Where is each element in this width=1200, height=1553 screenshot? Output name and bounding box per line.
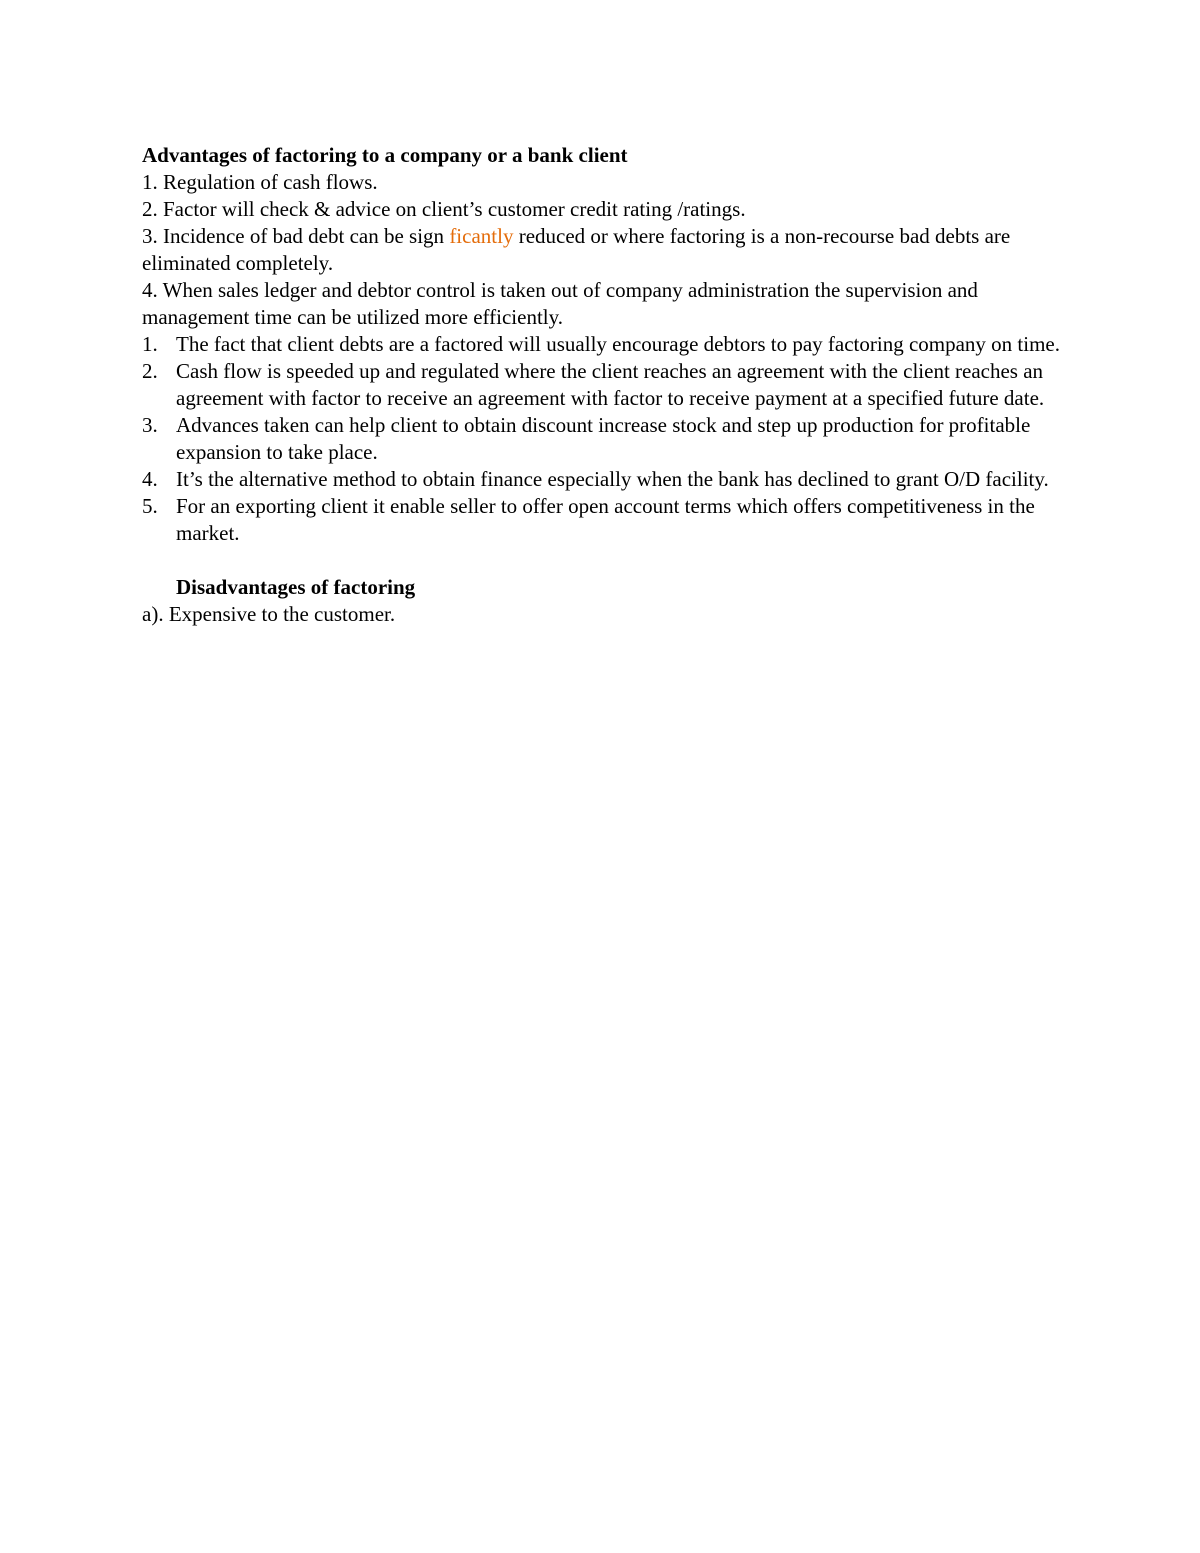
list-number: 2. (142, 359, 158, 383)
list-item (142, 358, 1062, 412)
list-number: 1. (142, 332, 158, 356)
intro-item-2: 2. Factor will check & advice on client’s customer credit rating /ratings. (142, 197, 746, 221)
intro-item-3-start: 3. Incidence of bad debt can be sign (142, 224, 450, 248)
list-item (142, 466, 1062, 493)
document-page (142, 142, 1062, 628)
list-number: 4. (142, 467, 158, 491)
intro-item-3 (142, 223, 1062, 277)
paragraph-spacer (142, 547, 1062, 574)
list-item (142, 412, 1062, 466)
list-text: For an exporting client it enable seller to offer open account terms which offers competitiveness in the market. (176, 494, 1035, 545)
list-text: Advances taken can help client to obtain discount increase stock and step up production for profitable expansion to take place. (176, 413, 1031, 464)
disadvantage-item-a: a). Expensive to the customer. (142, 602, 396, 626)
highlighted-word: ficantly (449, 224, 514, 248)
intro-item-3-end: reduced or where factoring is a non-recourse bad debts are eliminated completely. (142, 224, 1011, 275)
list-number: 5. (142, 494, 158, 518)
disadvantages-heading: Disadvantages of factoring (176, 575, 416, 599)
numbered-list (142, 331, 1062, 547)
list-item (142, 493, 1062, 547)
intro-item-1: 1. Regulation of cash flows. (142, 170, 378, 194)
list-text: Cash flow is speeded up and regulated where the client reaches an agreement with the client reaches an agreement with factor to receive an agreement with factor to receive payment at a specified future date. (176, 359, 1045, 410)
list-text: It’s the alternative method to obtain finance especially when the bank has declined to grant O/D facility. (176, 467, 1049, 491)
list-item (142, 331, 1062, 358)
list-text: The fact that client debts are a factored will usually encourage debtors to pay factoring company on time. (176, 332, 1060, 356)
list-number: 3. (142, 413, 158, 437)
intro-item-4: 4. When sales ledger and debtor control is taken out of company administration the supervision and management time can be utilized more efficiently. (142, 278, 978, 329)
advantages-heading: Advantages of factoring to a company or a bank client (142, 143, 628, 167)
